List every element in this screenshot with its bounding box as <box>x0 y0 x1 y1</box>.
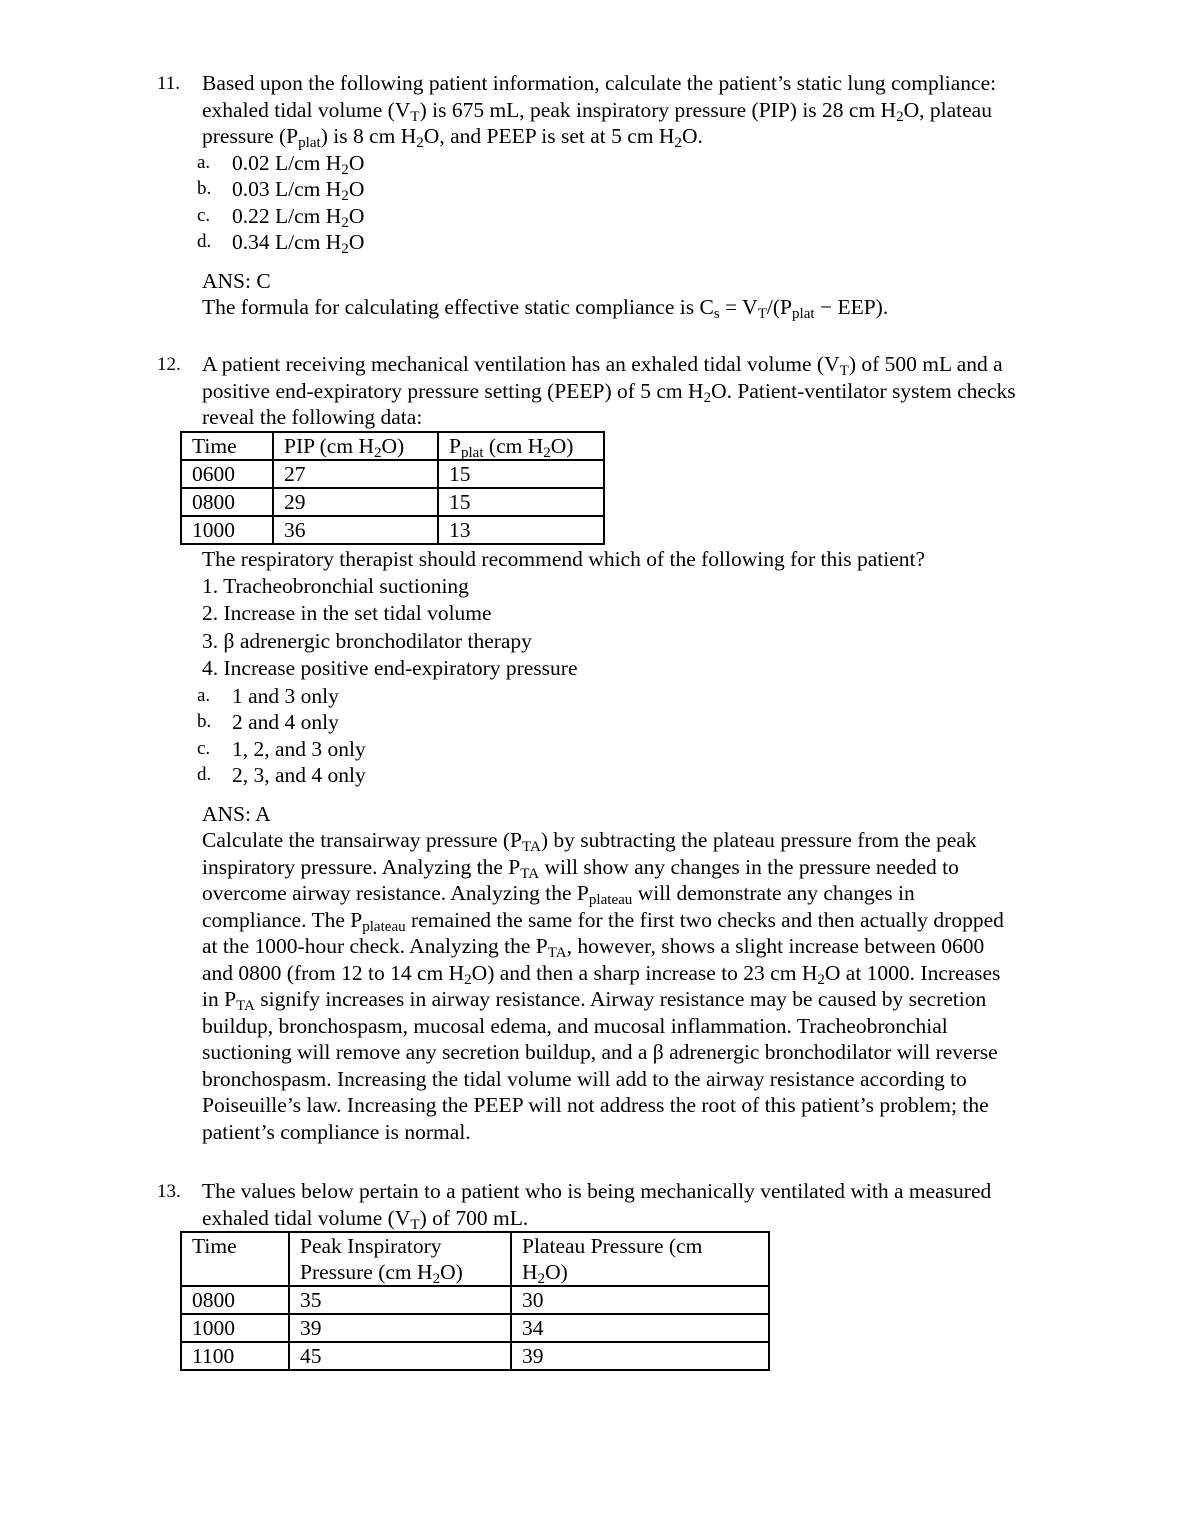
table-row: 1000 39 34 <box>181 1314 769 1342</box>
text-line: suctioning will remove any secretion buildup, and a β adrenergic bronchodilator will reverse <box>202 1040 998 1064</box>
text-line: in $P_{TA}$ signify increases in airway resistance. Airway resistance may be caused by secretion <box>202 987 987 1014</box>
text-line: The values below pertain to a patient who is being mechanically ventilated with a measured <box>202 1179 992 1203</box>
numbered-items: 1. Tracheobronchial suctioning 2. Increase in the set tidal volume 3. β adrenergic bronchodilator therapy 4. Increase positive end-expiratory pressure <box>202 573 578 680</box>
text-line: at the 1000-hour check. Analyzing the $P_{TA}$, however, shows a slight increase between 0600 <box>202 934 985 961</box>
option-a: a. 0.02 L/cm $H_2O$ <box>197 150 365 178</box>
option-d: d. 0.34 L/cm $H_2O$ <box>197 230 365 257</box>
answer-key: ANS: A <box>202 801 271 826</box>
text-line: bronchospasm. Increasing the tidal volume will add to the airway resistance according to <box>202 1066 967 1091</box>
text-line: overcome airway resistance. Analyzing the $P_{plateau}$ will demonstrate any changes in <box>202 881 915 908</box>
text-line: exhaled tidal volume $(V_T)$ of 700 mL. <box>202 1205 529 1233</box>
table-header-row: Time PIP (cm $H_2O$) $P_{plat}$ (cm $H_2O$) <box>181 432 604 460</box>
option-c: c. 1, 2, and 3 only <box>197 736 366 761</box>
option-c: c. 0.22 L/cm $H_2O$ <box>197 203 365 231</box>
rationale: The formula for calculating effective static compliance is $C_s = V_T/(P_{plat} - EEP)$. <box>202 295 889 322</box>
text-line: buildup, bronchospasm, mucosal edema, and mucosal inflammation. Tracheobronchial <box>202 1013 948 1038</box>
rationale <box>202 827 1102 1145</box>
text-line: Calculate the transairway pressure $(P_{TA})$ by subtracting the plateau pressure from the peak <box>202 828 977 855</box>
question-body <box>197 70 1102 322</box>
pressure-data-table <box>180 1231 770 1371</box>
question-stem: Based upon the following patient information, calculate the patient’s static lung compliance: exhaled tidal volume $(V_T)$ is 675 mL, peak inspiratory pressure (PIP) is 28 cm $H_2O$, plateau pressure $(P_{plat})$ is 8 cm $H_2O$, and PEEP is set at 5 cm $H_2O$. <box>202 71 997 151</box>
table-row: 1000 36 13 <box>181 516 604 544</box>
option-d: d. 2, 3, and 4 only <box>197 763 366 787</box>
text-line: patient’s compliance is normal. <box>202 1119 471 1144</box>
answer-options <box>197 150 1102 257</box>
question-number: 12. <box>157 354 181 375</box>
text-line: Poiseuille’s law. Increasing the PEEP will not address the root of this patient’s problem; the <box>202 1093 989 1117</box>
option-b: b. 2 and 4 only <box>197 710 339 734</box>
answer-options <box>197 683 1102 789</box>
ventilator-data-table <box>180 431 605 545</box>
table-header-row: Time Peak Inspiratory Pressure (cm $H_2O$) Plateau Pressure (cm $H_2O$) <box>181 1232 769 1286</box>
text-line: compliance. The $P_{plateau}$ remained the same for the first two checks and then actually dropped <box>202 907 1004 935</box>
table-row: 0800 35 30 <box>181 1286 769 1314</box>
table-row: 0800 29 15 <box>181 488 604 516</box>
question-prompt: The respiratory therapist should recommend which of the following for this patient? <box>202 547 926 571</box>
question-number: 11. <box>157 73 181 94</box>
answer-key: ANS: C <box>202 268 271 293</box>
table-row: 1100 45 39 <box>181 1342 769 1370</box>
text-line: inspiratory pressure. Analyzing the $P_{TA}$ will show any changes in the pressure needed to <box>202 854 959 882</box>
option-a: a. 1 and 3 only <box>197 683 339 708</box>
question-stem <box>202 1178 1102 1231</box>
option-b: b. 0.03 L/cm $H_2O$ <box>197 177 365 204</box>
table-row: 0600 27 15 <box>181 460 604 488</box>
text-line: and 0800 (from 12 to 14 cm $H_2O$) and then a sharp increase to 23 cm $H_2O$ at 1000. Increases <box>202 960 1001 988</box>
question-stem: A patient receiving mechanical ventilation has an exhaled tidal volume $(V_T)$ of 500 mL and a positive end-expiratory pressure setting (PEEP) of 5 cm $H_2O$. Patient-ventilator system checks reveal the following data: <box>202 352 1016 429</box>
question-number: 13. <box>157 1181 181 1202</box>
question-body <box>202 351 1102 431</box>
